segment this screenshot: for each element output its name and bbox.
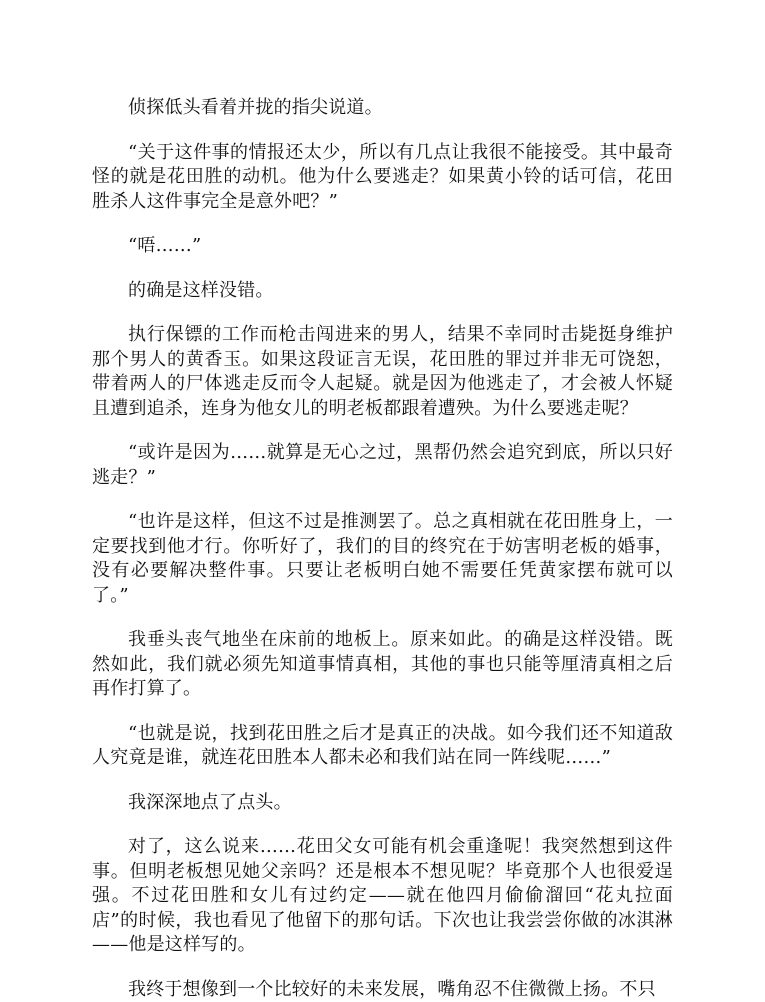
paragraph-11: 对了，这么说来……花田父女可能有机会重逢呢！我突然想到这件事。但明老板想见她父亲吗？还是根本不想见呢？毕竟那个人也很爱逞强。不过花田胜和女儿有过约定——就在他四月偷偷溜回“花丸拉面店”的时候，我也看见了他留下的那句话。下次也让我尝尝你做的冰淇淋——他是这样写的。 [92, 835, 673, 958]
paragraph-3: “唔……” [92, 234, 673, 259]
paragraph-2: “关于这件事的情报还太少，所以有几点让我很不能接受。其中最奇怪的就是花田胜的动机。他为什么要逃走？如果黄小铃的话可信，花田胜杀人这件事完全是意外吧？” [92, 141, 673, 215]
paragraph-12: 我终于想像到一个比较好的未来发展，嘴角忍不住微微上扬。不只 [92, 978, 673, 1002]
paragraph-1: 侦探低头看着并拢的指尖说道。 [92, 96, 673, 121]
paragraph-4: 的确是这样没错。 [92, 279, 673, 304]
paragraph-10: 我深深地点了点头。 [92, 791, 673, 816]
paragraph-5: 执行保镖的工作而枪击闯进来的男人，结果不幸同时击毙挺身维护那个男人的黄香玉。如果这段证言无误，花田胜的罪过并非无可饶恕，带着两人的尸体逃走反而令人起疑。就是因为他逃走了，才会被人怀疑且遭到追杀，连身为他女儿的明老板都跟着遭殃。为什么要逃走呢？ [92, 323, 673, 421]
paragraph-8: 我垂头丧气地坐在床前的地板上。原来如此。的确是这样没错。既然如此，我们就必须先知道事情真相，其他的事也只能等厘清真相之后再作打算了。 [92, 628, 673, 702]
paragraph-9: “也就是说，找到花田胜之后才是真正的决战。如今我们还不知道敌人究竟是谁，就连花田胜本人都未必和我们站在同一阵线呢……” [92, 722, 673, 771]
paragraph-7: “也许是这样，但这不过是推测罢了。总之真相就在花田胜身上，一定要找到他才行。你听好了，我们的目的终究在于妨害明老板的婚事，没有必要解决整件事。只要让老板明白她不需要任凭黄家摆布就可以了。” [92, 510, 673, 608]
paragraph-6: “或许是因为……就算是无心之过，黑帮仍然会追究到底，所以只好逃走？” [92, 441, 673, 490]
